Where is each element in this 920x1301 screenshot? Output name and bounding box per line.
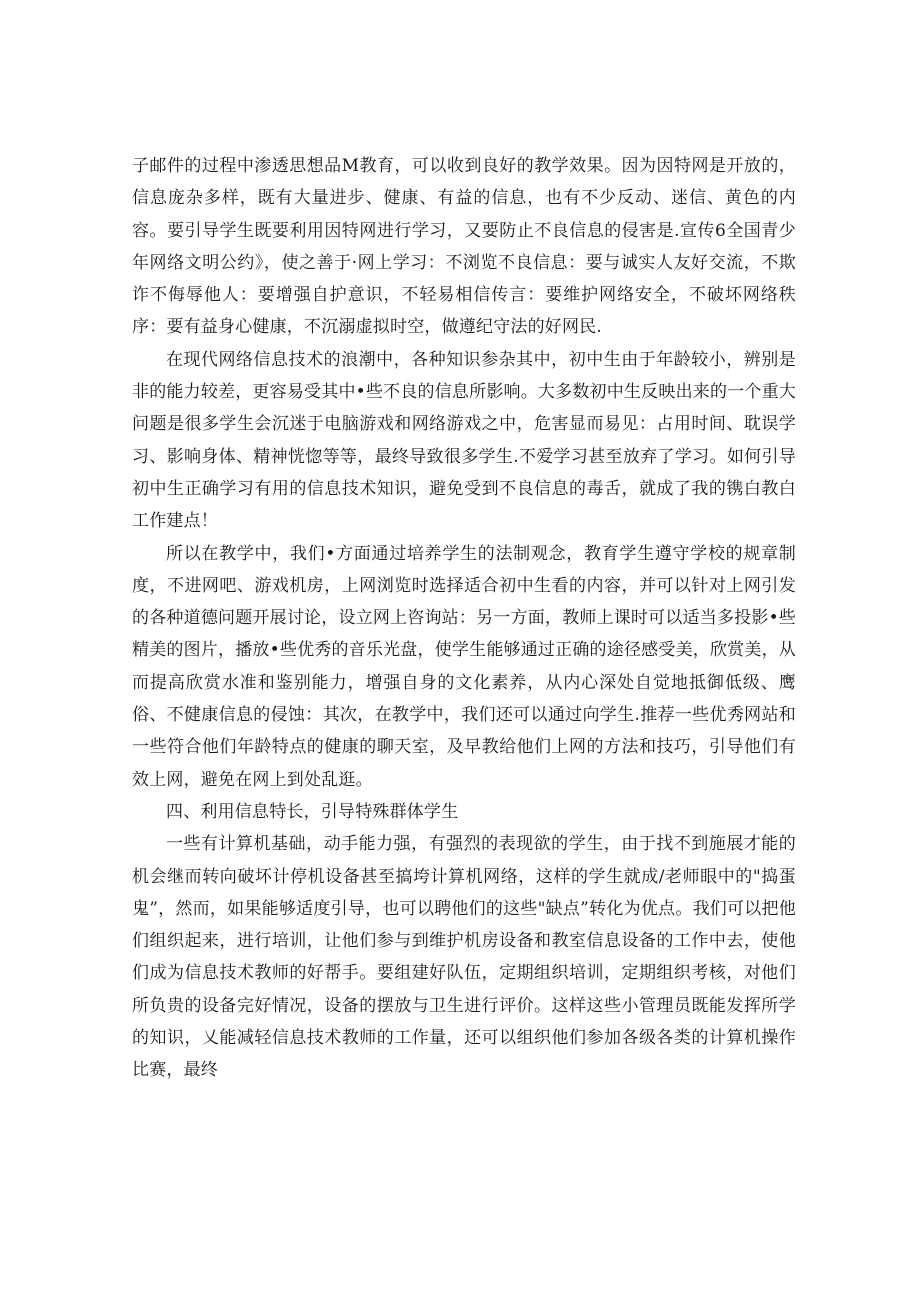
- document-body: [132, 150, 796, 1087]
- paragraph-1: 子邮件的过程中渗透思想品M教育，可以收到良好的教学效果。因为因特网是开放的，信息庞杂多样，既有大量进步、健康、有益的信息，也有不少反动、迷信、黄色的内容。要引导学生既要利用因特网进行学习，又要防止不良信息的侵害是.宣传6全国青少年网络文明公约》，使之善于·网上学习：不浏览不良信息：要与诚实人友好交流，不欺诈不侮辱他人：要增强自护意识，不轻易相信传言：要维护网络安全，不破坏网络秩序：要有益身心健康，不沉溺虚拟时空，做遵纪守法的好网民.: [132, 156, 796, 338]
- paragraph-3: 所以在教学中，我们•方面通过培养学生的法制观念，教育学生遵守学校的规章制度，不进网吧、游戏机房，上网浏览时选择适合初中生看的内容，并可以针对上网引发的各种道德问题开展讨论，设立网上咨询站：另一方面，教师上课时可以适当多投影•些精美的图片，播放•些优秀的音乐光盘，使学生能够通过正确的途径感受美，欣赏美，从而提高欣赏水准和鉴别能力，增强自身的文化素养，从内心深处自觉地抵御低级、鹰俗、不健康信息的侵蚀：其次，在教学中，我们还可以通过向学生.推荐一些优秀网站和一些符合他们年龄特点的健康的聊天室，及早教给他们上网的方法和技巧，引导他们有效上网，避免在网上到处乱逛。: [132, 543, 796, 790]
- paragraph-5: 一些有计算机基础，动手能力强，有强烈的表现欲的学生，由于找不到施展才能的机会继而转向破坏计停机设备甚至搞垮计算机网络，这样的学生就成/老师眼中的"捣蛋鬼”，然而，如果能够适度引导，也可以聘他们的这些"缺点”转化为优点。我们可以把他们组织起来，进行培训，让他们参与到维护机房设备和教室信息设备的工作中去，使他们成为信息技术教师的好帮手。要组建好队伍，定期组织培训，定期组织考核，对他们所负贵的设备完好情况，设备的摆放与卫生进行评价。这样这些小管理员既能发挥所学的知识，乂能减轻信息技术教师的工作量，还可以组织他们参加各级各类的计算机操作比赛，最终: [132, 834, 796, 1081]
- paragraph-2: 在现代网络信息技术的浪潮中，各种知识参杂其中，初中生由于年龄较小，辨别是非的能力较差，更容易受其中•些不良的信息所影响。大多数初中生反映出来的一个重大问题是很多学生会沉迷于电脑游戏和网络游戏之中，危害显而易见：占用时间、耽误学习、影响身体、精神恍惚等等，最终导致很多学生.不爱学习甚至放弃了学习。如何引导初中生正确学习有用的信息技术知识，避免受到不良信息的毒舌，就成了我的镌白教白工作建点！: [132, 349, 796, 532]
- section-heading-4: 四、利用信息特长，引导特殊群体学生: [166, 801, 459, 822]
